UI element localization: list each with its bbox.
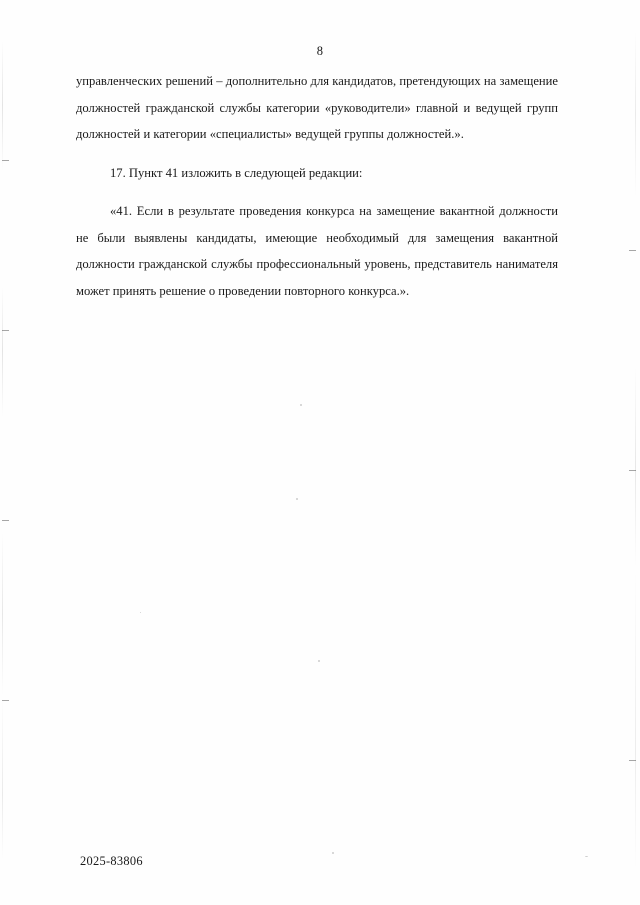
scan-speck bbox=[585, 856, 588, 857]
scan-speck bbox=[296, 498, 298, 500]
footer-reference-code: 2025-83806 bbox=[80, 854, 143, 868]
scan-tick-mark bbox=[2, 520, 9, 521]
scan-tick-mark bbox=[629, 470, 636, 471]
scan-speck bbox=[140, 612, 141, 613]
scan-tick-mark bbox=[629, 760, 636, 761]
page-number: 8 bbox=[316, 44, 324, 58]
scan-tick-mark bbox=[2, 330, 9, 331]
paragraph-item-41-quote: «41. Если в результате проведения конкурса на замещение вакантной должности не были выявлены кандидаты, имеющие необходимый для замещения вакантной должности гражданской службы профессиональный уровень, представитель нанимателя может принять решение о проведении повторного конкурса.». bbox=[76, 204, 558, 298]
document-body bbox=[76, 68, 558, 305]
scan-tick-mark bbox=[2, 160, 9, 161]
scan-tick-mark bbox=[2, 700, 9, 701]
scan-speck bbox=[300, 404, 302, 406]
scan-speck bbox=[318, 660, 320, 662]
scan-tick-mark bbox=[629, 250, 636, 251]
scan-edge-artifact-right bbox=[635, 30, 636, 870]
paragraph-item-17: 17. Пункт 41 изложить в следующей редакции: bbox=[110, 165, 363, 180]
scan-edge-artifact-left bbox=[2, 40, 3, 860]
scan-speck bbox=[332, 852, 334, 854]
paragraph-continuation: управленческих решений – дополнительно для кандидатов, претендующих на замещение должностей гражданской службы категории «руководители» главной и ведущей групп должностей и категории «специалисты» ведущей группы должностей.». bbox=[76, 74, 558, 141]
